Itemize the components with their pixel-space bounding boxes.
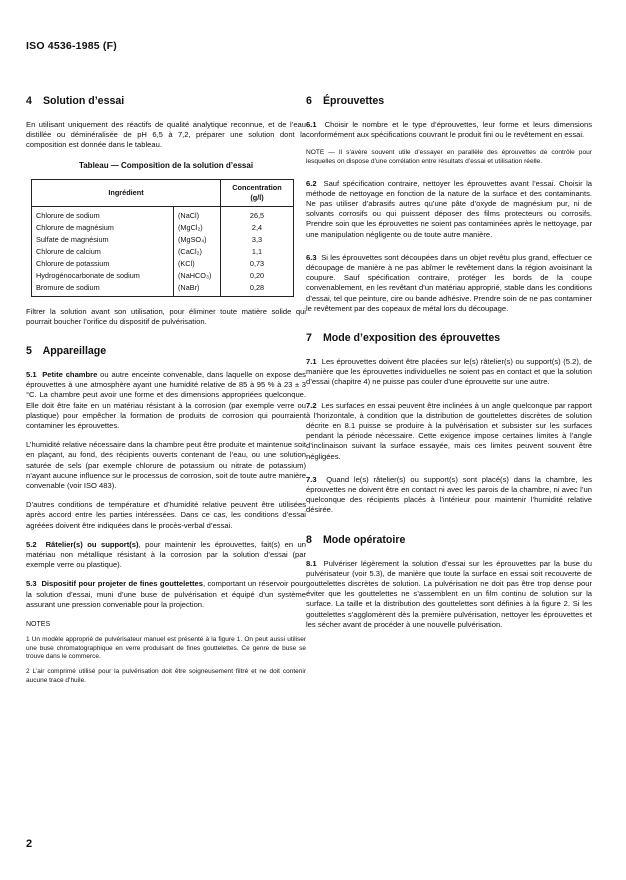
left-column xyxy=(26,95,306,691)
section-4-para-1: En utilisant uniquement des réactifs de qualité analytique reconnue, et de l’eau distillée ou déminéralisée de pH 6,5 à 7,2, préparer une solution dont la composition est donnée dans le tableau. xyxy=(26,120,306,150)
table-row xyxy=(32,282,294,296)
ingredient-concentration: 0,73 xyxy=(221,258,294,270)
clause-5-1 xyxy=(26,370,306,431)
section-8-title: Mode opératoire xyxy=(322,533,406,546)
ingredient-formula: (MgSO₄) xyxy=(174,234,221,246)
table-row xyxy=(32,246,294,258)
clause-7-2 xyxy=(306,401,592,462)
ingredient-name: Chlorure de magnésium xyxy=(32,222,174,234)
clause-5-2-text: , pour maintenir les éprouvettes, fait(s) en un matériau non métallique résistant à la corrosion par la solution d’essai (par exemple verre ou plastique). xyxy=(26,539,306,570)
ingredient-name: Hydrogénocarbonate de sodium xyxy=(32,270,174,282)
clause-7-3-number: 7.3 xyxy=(306,474,317,484)
section-7-title: Mode d’exposition des éprouvettes xyxy=(322,332,501,345)
table-header-ingredient: Ingrédient xyxy=(32,179,221,206)
clause-6-1-text: Choisir le nombre et le type d’éprouvettes, leur forme et leurs dimensions conformément aux spécifications couvrant le produit fini ou le revêtement en essai. xyxy=(306,120,592,140)
clause-6-3-number: 6.3 xyxy=(306,252,317,262)
ingredient-concentration: 0,20 xyxy=(221,270,294,282)
clause-5-1-para-c: D’autres conditions de température et d’humidité relative peuvent être utilisées après accord entre les parties intéressées. Dans ce cas, les conditions d’essai agréées doivent être indiquées dans le procès-verbal d’essai. xyxy=(26,500,306,530)
ingredient-name: Sulfate de magnésium xyxy=(32,234,174,246)
ingredient-concentration: 26,5 xyxy=(221,207,294,222)
note-1: 1 Un modèle approprié de pulvérisateur manuel est présenté à la figure 1. On peut aussi utiliser une buse chromatographique en verre produisant de fines gouttelettes. Ce genre de buse se trouve dans le commerce. xyxy=(26,636,306,661)
clause-7-3-text: Quand le(s) râtelier(s) ou support(s) sont placé(s) dans la chambre, les éprouvettes ne doivent être en contact ni avec les parois de la chambre, ni avec l’un quelconque des récipients placés à l’intérieur pour maintenir l’humidité relative désirée. xyxy=(306,474,592,515)
table-header-row xyxy=(32,179,294,206)
ingredient-concentration: 0,28 xyxy=(221,282,294,296)
ingredient-concentration: 3,3 xyxy=(221,234,294,246)
right-column xyxy=(306,95,592,639)
ingredient-formula: (NaBr) xyxy=(174,282,221,296)
table-row xyxy=(32,207,294,222)
note-2: 2 L’air comprimé utilisé pour la pulvérisation doit être soigneusement filtré et ne doit contenir aucune trace d’huile. xyxy=(26,668,306,684)
section-4-title: Solution d’essai xyxy=(42,95,125,107)
clause-7-1-text: Les éprouvettes doivent être placées sur le(s) râtelier(s) ou support(s) (5.2), de manière que les éprouvettes individuelles ne soient pas en contact et que la solution d’essai (chapitre 4) ne puisse pas couler d’une éprouvette sur une autre. xyxy=(306,357,592,387)
clause-6-2 xyxy=(306,179,592,240)
ingredient-name: Chlorure de calcium xyxy=(32,246,174,258)
table-header-concentration: Concentration (g/l) xyxy=(221,179,294,206)
clause-6-2-number: 6.2 xyxy=(306,178,317,188)
section-4-heading xyxy=(26,95,306,108)
table-row xyxy=(32,258,294,270)
ingredient-formula: (KCl) xyxy=(174,258,221,270)
section-4-para-2: Filtrer la solution avant son utilisation, pour éliminer toute matière solide qui pourrait boucher l’orifice du dispositif de pulvérisation. xyxy=(26,306,306,326)
clause-5-1-number: 5.1 xyxy=(26,370,37,380)
section-5-heading xyxy=(26,345,306,358)
ingredient-formula: (NaHCO₃) xyxy=(174,270,221,282)
ingredient-name: Bromure de sodium xyxy=(32,282,174,296)
ingredient-formula: (NaCl) xyxy=(174,207,221,222)
notes-title: NOTES xyxy=(26,621,51,629)
clause-7-1 xyxy=(306,357,592,388)
clause-5-3-lead: Dispositif pour projeter de fines gouttelettes xyxy=(41,579,203,589)
section-5-number: 5 xyxy=(26,345,32,358)
clause-7-3 xyxy=(306,475,592,516)
section-4-number: 4 xyxy=(26,95,32,107)
clause-8-1-text: Pulvériser légèrement la solution d’essai sur les éprouvettes par la buse du pulvérisateur (voir 5.3), de manière que toute la surface en essai soit recouverte de gouttelettes discrètes de solution. La pulvérisation ne doit pas être trop dense pour éviter que les gouttelettes ne s’assemblent en un film continu de solution sur la surface. La taille et la distribution des gouttelettes sont définies à la figure 2. Si les gouttelettes s’agglomèrent dès la première pulvérisation, nettoyer les éprouvettes et les sécher avant de procéder à une nouvelle pulvérisation. xyxy=(306,558,592,629)
ingredient-concentration: 2,4 xyxy=(221,222,294,234)
clause-5-3-number: 5.3 xyxy=(26,579,37,589)
table-row xyxy=(32,222,294,234)
clause-6-3-text: Si les éprouvettes sont découpées dans un objet revêtu plus grand, effectuer ce découpage de manière à ne pas abîmer le revêtement dans la région avoisinant la coupure. Sauf spécification contraire, protéger les bords de la coupe convenablement, en les revêtant d’un matériau approprié, stable dans les conditions d’essai, tel que peinture, cire ou bande adhésive. Prendre soin de ne pas contaminer le revêtement par des copeaux de métal lors du découpage. xyxy=(306,252,592,313)
section-6-title: Éprouvettes xyxy=(322,95,385,107)
ingredient-concentration: 1,1 xyxy=(221,246,294,258)
clause-5-1-text: ou autre enceinte convenable, dans laquelle on expose des éprouvettes à une atmosphère ayant une humidité relative de 85 à 95 % à 23 ± 3 °C. La chambre peut avoir une forme et des dimensions appropriées quelconque. Elle doit être faite en un matériau résistant à la corrosion (par exemple verre ou plastique) pour empêcher la formation de produits de corrosion qui pourraient contaminer les éprouvettes. xyxy=(26,370,306,431)
section-8-number: 8 xyxy=(306,533,312,546)
clause-5-2 xyxy=(26,540,306,571)
clause-7-2-text: Les surfaces en essai peuvent être inclinées à un angle quelconque par rapport à l’horizontale, à condition que la distribution de gouttelettes discrètes de solution décrite en 8.1 puisse se produire à la pulvérisation et subsister sur les surfaces pendant la période nécessaire. Cette exigence impose certaines limites à l’angle d’inclinaison suivant la surface essayée, mais ces limites peuvent souvent être négligées. xyxy=(306,400,592,461)
section-7-number: 7 xyxy=(306,332,312,345)
clause-6-2-text: Sauf spécification contraire, nettoyer les éprouvettes avant l’essai. Choisir la méthode de nettoyage en fonction de la nature de la surface et des contaminants. Ne pas utiliser d’abrasifs autres qu’une pâte d’oxyde de magnésium pur, ni de solvants corrosifs ou qui puissent déposer des films protecteurs ou corrosifs. Prendre soin que les éprouvettes ne soient pas contaminées après le nettoyage, par une manipulation négligente ou de toute autre manière. xyxy=(306,178,592,239)
section-6-note: NOTE — Il s’avère souvent utile d’essayer en parallèle des éprouvettes de contrôle pour lesquelles on dispose d’une corrélation entre résultats d’essai et utilisation réelle. xyxy=(306,149,592,165)
section-8-heading xyxy=(306,534,592,547)
clause-8-1 xyxy=(306,559,592,630)
ingredient-name: Chlorure de potassium xyxy=(32,258,174,270)
section-7-heading xyxy=(306,332,592,345)
clause-7-1-number: 7.1 xyxy=(306,357,317,367)
standard-header: ISO 4536-1985 (F) xyxy=(26,40,117,52)
clause-5-2-lead: Râtelier(s) ou support(s) xyxy=(45,539,139,549)
clause-6-3 xyxy=(306,253,592,314)
clause-8-1-number: 8.1 xyxy=(306,558,317,568)
clause-7-2-number: 7.2 xyxy=(306,400,317,410)
clause-5-1-para-b: L’humidité relative nécessaire dans la chambre peut être produite et maintenue soit en plaçant, au fond, des récipients ouverts contenant de l’eau, ou une solution saturée de sels (par exemple chlorure de potassium ou nitrate de potassium) n’ayant aucune influence sur le processus de corrosion, soit de toute autre manière convenable (voir ISO 483). xyxy=(26,440,306,491)
section-5-title: Appareillage xyxy=(42,345,107,358)
composition-table xyxy=(31,179,294,297)
clause-5-3-text: , comportant un réservoir pour la solution d’essai, muni d’une buse de pulvérisation et équipé d’un système assurant une pression convenable pour la projection. xyxy=(26,579,306,609)
clause-5-3 xyxy=(26,579,306,610)
clause-6-1-number: 6.1 xyxy=(306,120,317,129)
clause-5-2-number: 5.2 xyxy=(26,539,37,549)
clause-5-1-lead: Petite chambre xyxy=(42,370,98,380)
ingredient-formula: (CaCl₂) xyxy=(174,246,221,258)
section-6-heading xyxy=(306,95,592,108)
table-row xyxy=(32,270,294,282)
table-row xyxy=(32,234,294,246)
table-caption: Tableau — Composition de la solution d’essai xyxy=(78,160,254,170)
clause-6-1 xyxy=(306,120,592,140)
ingredient-name: Chlorure de sodium xyxy=(32,207,174,222)
page-number: 2 xyxy=(26,838,33,850)
ingredient-formula: (MgCl₂) xyxy=(174,222,221,234)
section-6-number: 6 xyxy=(306,95,312,107)
